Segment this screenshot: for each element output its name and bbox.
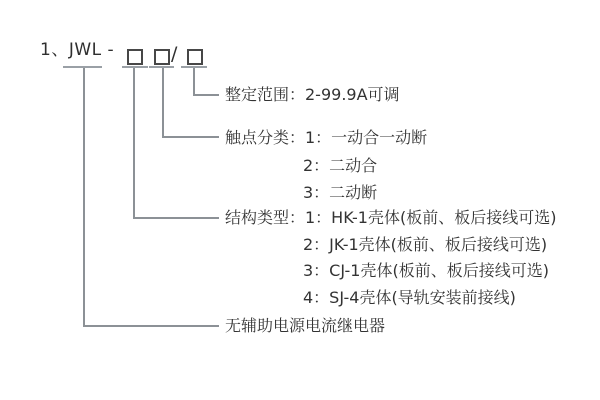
connector-stub-relay-name	[83, 325, 219, 327]
connector-stub-contact-class	[162, 136, 219, 138]
connector-line-structure-type	[133, 68, 135, 218]
structure-option-3: 3：CJ-1壳体(板前、板后接线可选)	[303, 261, 549, 280]
code-box-structure-type	[127, 49, 143, 65]
label-relay-name: 无辅助电源电流继电器	[225, 316, 386, 335]
label-structure-type: 结构类型：1：HK-1壳体(板前、板后接线可选)	[225, 208, 557, 227]
contact-option-3: 3：二动断	[303, 183, 378, 202]
underline-box-structure-type	[122, 66, 148, 68]
code-box-setting-range	[187, 49, 203, 65]
label-contact-class: 触点分类：1：一动合一动断	[225, 128, 428, 147]
contact-option-2: 2：二动合	[303, 156, 378, 175]
slash-separator: /	[171, 43, 178, 65]
connector-stub-structure-type	[133, 217, 219, 219]
label-setting-range: 整定范围：2-99.9A可调	[225, 85, 400, 104]
connector-line-setting-range	[193, 68, 195, 96]
structure-option-2: 2：JK-1壳体(板前、板后接线可选)	[303, 235, 548, 254]
structure-option-4: 4：SJ-4壳体(导轨安装前接线)	[303, 288, 516, 307]
connector-stub-setting-range	[193, 94, 219, 96]
connector-line-relay-name	[83, 68, 85, 326]
connector-line-contact-class	[162, 68, 164, 137]
code-box-contact-class	[154, 49, 170, 65]
model-prefix: 1、JWL -	[40, 40, 115, 60]
